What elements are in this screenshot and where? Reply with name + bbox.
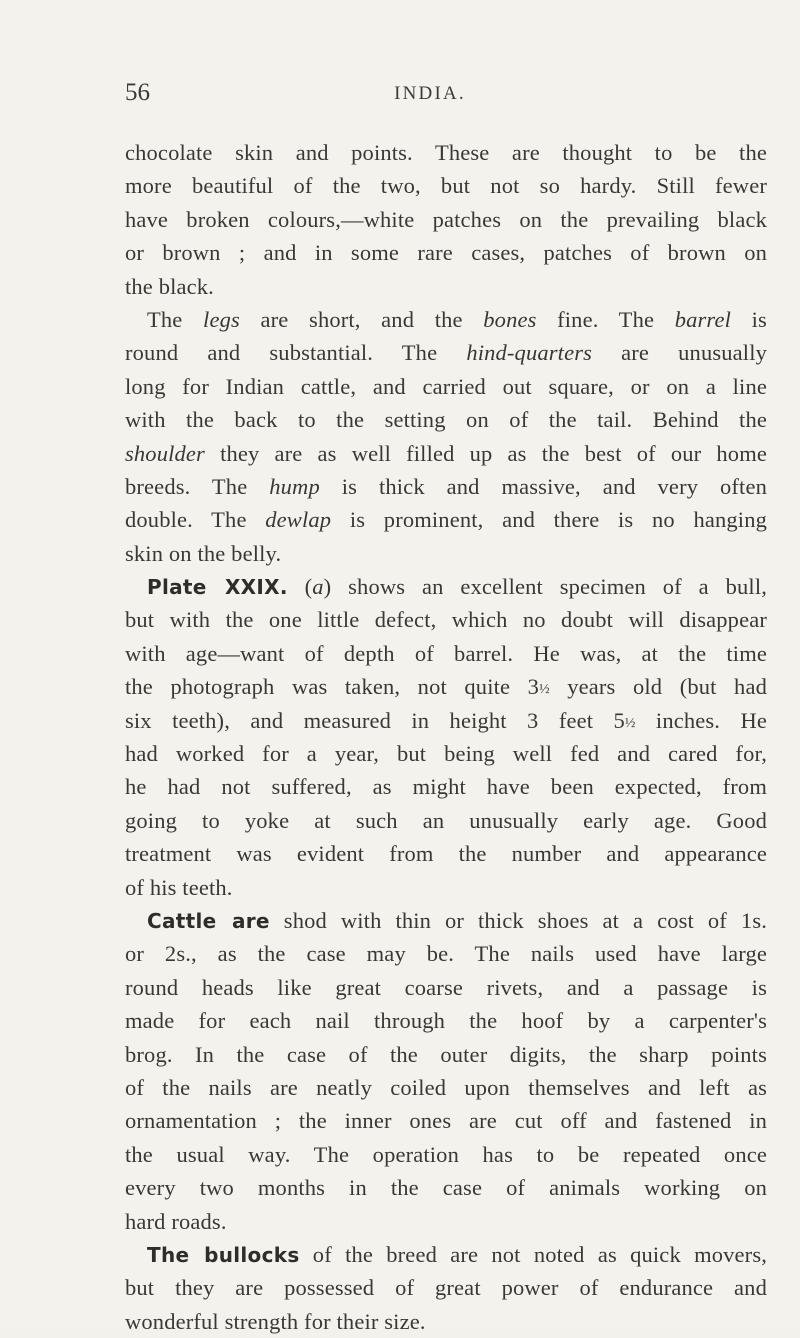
text-line: Plate XXIX. (a) shows an excellent specimen of a bull, [147, 574, 767, 600]
text-line: six teeth), and measured in height 3 feet 5½ inches. He [125, 707, 767, 733]
term-hind-quarters: hind-quarters [466, 340, 593, 366]
page-number: 56 [125, 79, 150, 106]
section-lead: The bullocks [147, 1242, 300, 1267]
text-line: wonderful strength for their size. [125, 1308, 426, 1334]
text-line: every two months in the case of animals working on [125, 1175, 767, 1201]
text-line: more beautiful of the two, but not so hardy. Still fewer [125, 173, 767, 199]
fraction-half: ½ [624, 715, 636, 731]
term-dewlap: dewlap [265, 507, 332, 533]
text-line: but they are possessed of great power of endurance and [125, 1275, 767, 1301]
body-text [125, 136, 767, 1338]
running-title: INDIA. [394, 83, 466, 104]
text-line: Cattle are shod with thin or thick shoes at a cost of 1s. [147, 907, 767, 933]
text-line: or brown ; and in some rare cases, patches of brown on [125, 240, 767, 266]
text-line: The bullocks of the breed are not noted as quick movers, [147, 1241, 767, 1267]
text-line: with age—want of depth of barrel. He was, at the time [125, 640, 767, 666]
text-line: breeds. The hump is thick and massive, and very often [125, 473, 767, 499]
term-shoulder: shoulder [125, 440, 205, 466]
text-line: had worked for a year, but being well fed and cared for, [125, 741, 767, 767]
text-line: round and substantial. The hind-quarters are unusually [125, 340, 767, 366]
text-line: skin on the belly. [125, 540, 282, 566]
text-line: made for each nail through the hoof by a carpenter's [125, 1008, 767, 1034]
text-line: double. The dewlap is prominent, and there is no hanging [125, 507, 767, 533]
text-line: the photograph was taken, not quite 3½ years old (but had [125, 674, 767, 700]
text-line: chocolate skin and points. These are thought to be the [125, 140, 767, 165]
text-line: ornamentation ; the inner ones are cut off and fastened in [125, 1108, 767, 1134]
term-hump: hump [269, 473, 320, 499]
plate-reference: Plate XXIX. [147, 575, 288, 600]
section-lead: Cattle are [147, 908, 270, 933]
text-line: have broken colours,—white patches on the prevailing black [125, 206, 767, 232]
text-line: brog. In the case of the outer digits, the sharp points [125, 1041, 767, 1067]
text-line: with the back to the setting on of the tail. Behind the [125, 407, 767, 433]
text-line: the usual way. The operation has to be repeated once [125, 1141, 767, 1167]
text-line: he had not suffered, as might have been expected, from [125, 774, 767, 800]
text-line: of his teeth. [125, 874, 233, 900]
text-line: but with the one little defect, which no doubt will disappear [125, 607, 767, 633]
text-line: or 2s., as the case may be. The nails used have large [125, 941, 767, 967]
running-head [125, 76, 735, 110]
text-line: hard roads. [125, 1208, 227, 1234]
text-line: going to yoke at such an unusually early age. Good [125, 807, 767, 833]
term-legs: legs [203, 306, 240, 332]
text-line: round heads like great coarse rivets, and a passage is [125, 974, 767, 1000]
fraction-half: ½ [539, 682, 550, 698]
term-bones: bones [483, 306, 537, 332]
text-line: shoulder they are as well filled up as the best of our home [125, 440, 767, 466]
text-line: the black. [125, 273, 214, 299]
text-line: treatment was evident from the number and appearance [125, 841, 767, 867]
text-line: long for Indian cattle, and carried out square, or on a line [125, 373, 767, 399]
term-barrel: barrel [674, 306, 732, 332]
text-line: of the nails are neatly coiled upon themselves and left as [125, 1074, 767, 1100]
text-line: The legs are short, and the bones fine. The barrel is [147, 306, 767, 332]
